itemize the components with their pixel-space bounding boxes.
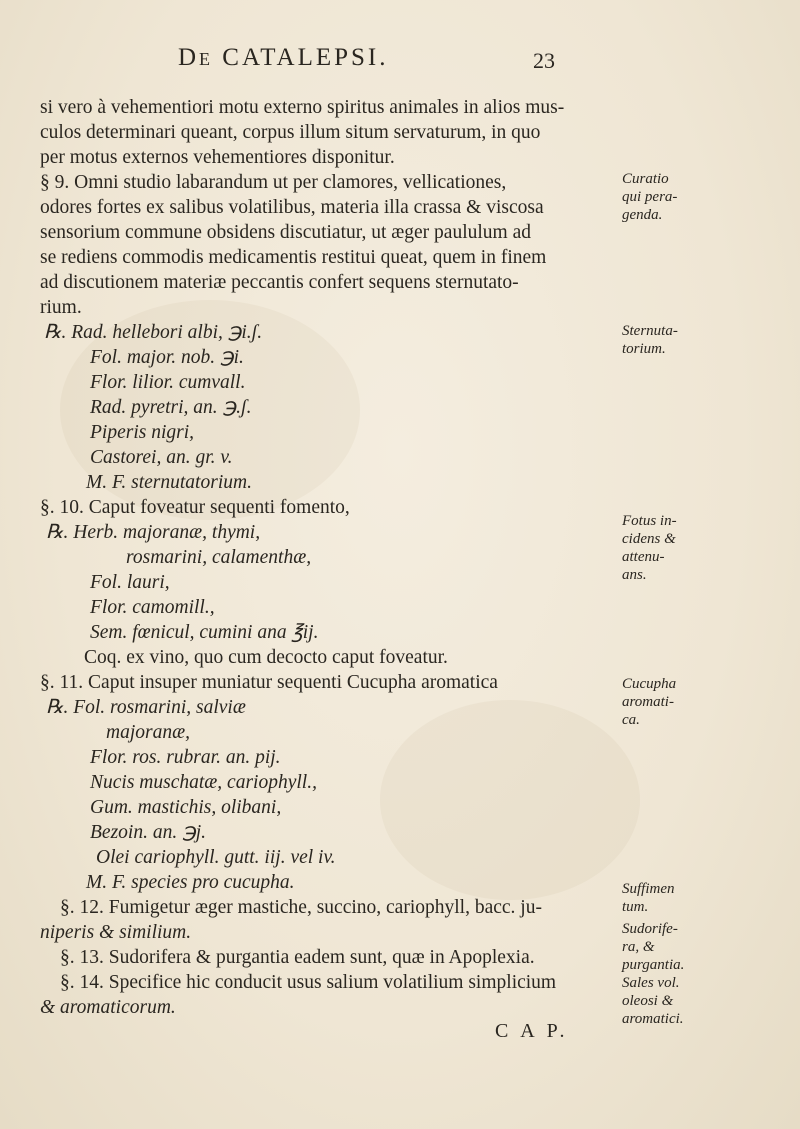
page-header <box>0 44 800 84</box>
recipe-line: Flor. camomill., <box>90 597 215 618</box>
recipe-line: Piperis nigri, <box>90 422 195 443</box>
recipe-line: Castorei, an. gr. v. <box>90 447 233 468</box>
text-line: ad discutionem materiæ peccantis confert sequens sternutato- <box>40 272 519 293</box>
section-line: §. 11. Caput insuper muniatur sequenti Cucupha aromatica <box>40 672 498 693</box>
margin-note-suffimen: Suffimen tum. <box>622 881 675 915</box>
section-line: §. 10. Caput foveatur sequenti fomento, <box>40 497 350 518</box>
running-head: De CATALEPSI. <box>178 44 389 71</box>
section-line: §. 14. Specifice hic conducit usus salium volatilium simplicium <box>60 972 557 993</box>
recipe-line: majoranæ, <box>106 722 190 743</box>
text-line: per motus externos vehementiores disponitur. <box>40 147 395 168</box>
margin-note-curatio: Curatio qui pera- genda. <box>622 171 678 223</box>
recipe-line: M. F. sternutatorium. <box>86 472 252 493</box>
recipe-line: Nucis muschatæ, cariophyll., <box>90 772 317 793</box>
text-line: & aromaticorum. <box>40 997 176 1018</box>
text-line: culos determinari queant, corpus illum situm servaturum, in quo <box>40 122 541 143</box>
text-line: odores fortes ex salibus volatilibus, materia illa crassa & viscosa <box>40 197 544 218</box>
margin-note-sudorifera: Sudorife- ra, & purgantia. Sales vol. oleosi & aromatici. <box>622 921 685 1027</box>
text-line: se rediens commodis medicamentis restitui queat, quem in finem <box>40 247 547 268</box>
catchword: C A P. <box>495 1020 569 1042</box>
margin-note-sternutatorium: Sternuta- torium. <box>622 323 678 357</box>
text-line: sensorium commune obsidens discutiatur, ut æger paululum ad <box>40 222 531 243</box>
recipe-line: M. F. species pro cucupha. <box>86 872 295 893</box>
recipe-line: Bezoin. an. ℈j. <box>90 822 206 843</box>
recipe-line: ℞. Fol. rosmarini, salviæ <box>46 697 246 718</box>
section-line: §. 13. Sudorifera & purgantia eadem sunt, quæ in Apoplexia. <box>60 947 535 968</box>
recipe-line: ℞. Herb. majoranæ, thymi, <box>46 522 261 543</box>
page-number: 23 <box>533 48 555 73</box>
recipe-line: Coq. ex vino, quo cum decocto caput foveatur. <box>84 647 448 668</box>
recipe-line: rosmarini, calamenthæ, <box>126 547 312 568</box>
recipe-line: Olei cariophyll. gutt. iij. vel iv. <box>96 847 336 868</box>
section-line: §. 12. Fumigetur æger mastiche, succino, cariophyll, bacc. ju- <box>60 897 542 918</box>
recipe-line: ℞. Rad. hellebori albi, ℈i.ʃ. <box>44 322 263 343</box>
text-line: § 9. Omni studio labarandum ut per clamores, vellicationes, <box>40 172 507 193</box>
text-line: rium. <box>40 297 82 318</box>
text-line: si vero à vehementiori motu externo spiritus animales in alios mus- <box>40 97 565 118</box>
recipe-line: Fol. major. nob. ℈i. <box>90 347 244 368</box>
paper-stain <box>380 700 640 900</box>
recipe-line: Flor. lilior. cumvall. <box>90 372 246 393</box>
text-line: niperis & similium. <box>40 922 192 943</box>
margin-note-fotus: Fotus in- cidens & attenu- ans. <box>622 513 677 583</box>
recipe-line: Gum. mastichis, olibani, <box>90 797 282 818</box>
recipe-line: Rad. pyretri, an. ℈.ʃ. <box>90 397 252 418</box>
recipe-line: Sem. fœnicul, cumini ana ℥ij. <box>90 622 319 643</box>
recipe-line: Flor. ros. rubrar. an. pij. <box>90 747 281 768</box>
recipe-line: Fol. lauri, <box>90 572 170 593</box>
margin-note-cucupha: Cucupha aromati- ca. <box>622 676 677 728</box>
